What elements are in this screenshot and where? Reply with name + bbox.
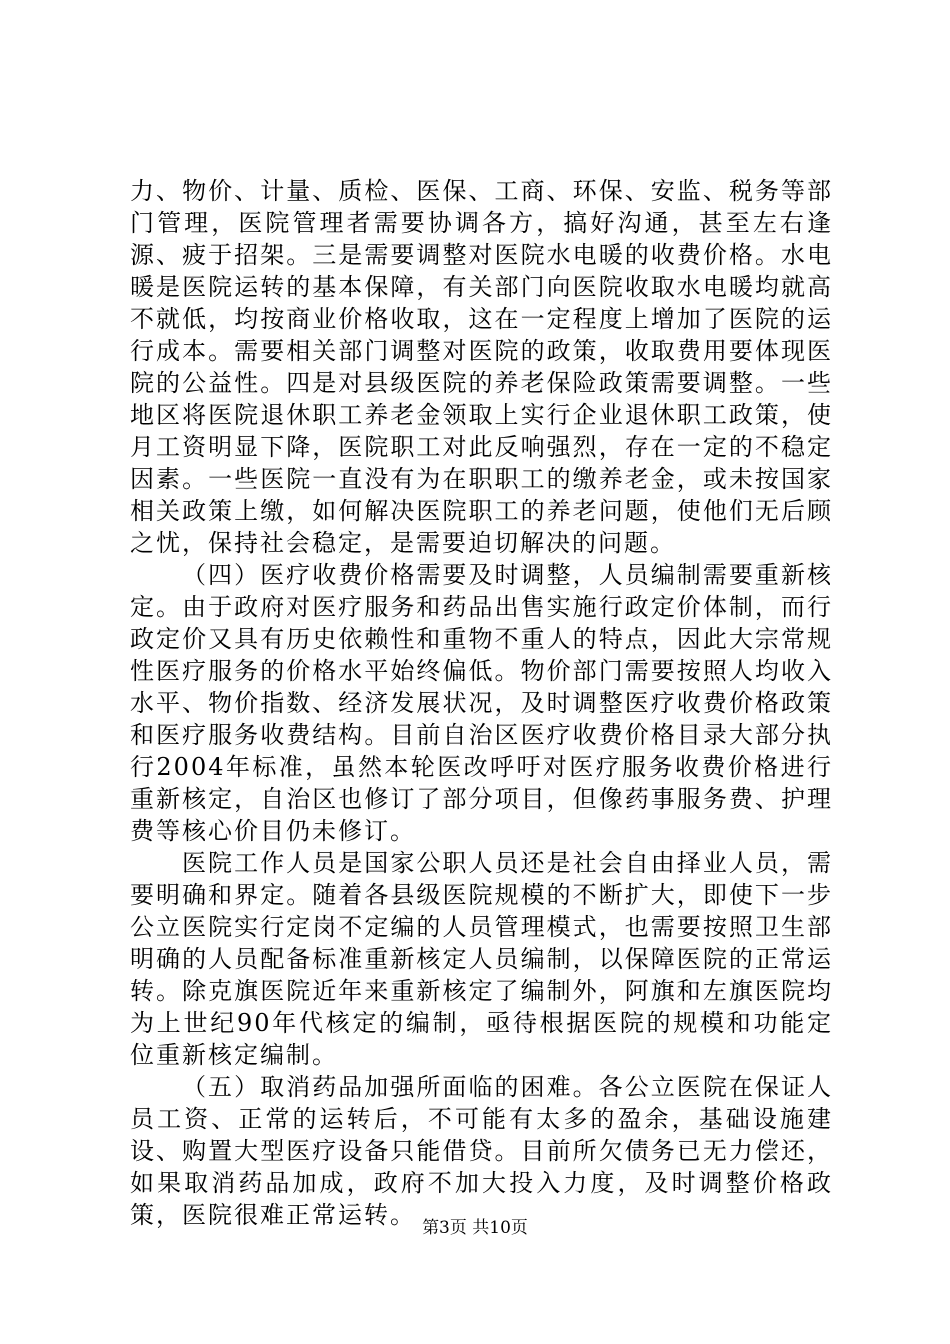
paragraph-2: （四）医疗收费价格需要及时调整，人员编制需要重新核定。由于政府对医疗服务和药品出售实施行政定价体制，而行政定价又具有历史依赖性和重物不重人的特点，因此大宗常规性医疗服务的价格水平始终偏低。物价部门需要按照人均收入水平、物价指数、经济发展状况，及时调整医疗收费价格政策和医疗服务收费结构。目前自治区医疗收费价格目录大部分执行2004年标准，虽然本轮医改呼吁对医疗服务收费价格进行重新核定，自治区也修订了部分项目，但像药事服务费、护理费等核心价目仍未修订。 xyxy=(130,561,833,845)
page-number-footer: 第3页 共10页 xyxy=(422,1218,528,1238)
paragraph-3: 医院工作人员是国家公职人员还是社会自由择业人员，需要明确和界定。随着各县级医院规模的不断扩大，即使下一步公立医院实行定岗不定编的人员管理模式，也需要按照卫生部明确的人员配备标准重新核定人员编制，以保障医院的正常运转。除克旗医院近年来重新核定了编制外，阿旗和左旗医院均为上世纪90年代核定的编制，亟待根据医院的规模和功能定位重新核定编制。 xyxy=(130,849,833,1069)
paragraph-1: 力、物价、计量、质检、医保、工商、环保、安监、税务等部门管理，医院管理者需要协调各方，搞好沟通，甚至左右逢源、疲于招架。三是需要调整对医院水电暖的收费价格。水电暖是医院运转的基本保障，有关部门向医院收取水电暖均就高不就低，均按商业价格收取，这在一定程度上增加了医院的运行成本。需要相关部门调整对医院的政策，收取费用要体现医院的公益性。四是对县级医院的养老保险政策需要调整。一些地区将医院退休职工养老金领取上实行企业退休职工政策，使月工资明显下降，医院职工对此反响强烈，存在一定的不稳定因素。一些医院一直没有为在职职工的缴养老金，或未按国家相关政策上缴，如何解决医院职工的养老问题，使他们无后顾之忧，保持社会稳定，是需要迫切解决的问题。 xyxy=(130,177,833,557)
document-body xyxy=(130,175,833,1231)
paragraph-4: （五）取消药品加强所面临的困难。各公立医院在保证人员工资、正常的运转后，不可能有太多的盈余，基础设施建设、购置大型医疗设备只能借贷。目前所欠债务已无力偿还，如果取消药品加成，政府不加大投入力度，及时调整价格政策，医院很难正常运转。 xyxy=(130,1073,833,1229)
